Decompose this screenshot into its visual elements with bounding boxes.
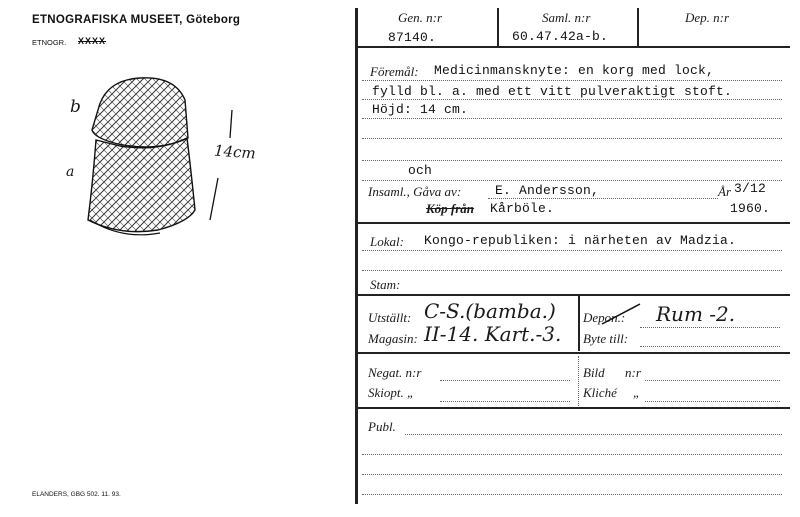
skiopt-label: Skiopt. „: [368, 385, 415, 400]
kop-struck: Köp från: [426, 201, 475, 216]
ruled-line: [440, 401, 570, 402]
lokal-label: Lokal:: [370, 234, 404, 249]
ruled-line: [362, 160, 782, 161]
printer-imprint: ELANDERS, GBG 502. 11. 93.: [32, 491, 121, 498]
foremal-label: Föremål:: [370, 64, 419, 79]
och-text: och: [408, 163, 433, 178]
utstallt-label: Utställt:: [368, 310, 412, 325]
saml-value: 60.47.42a-b.: [512, 29, 609, 44]
ruled-line: [362, 250, 782, 251]
utstallt-divider: [578, 295, 580, 351]
year-value: 1960.: [730, 201, 771, 216]
magasin-label: Magasin:: [368, 331, 418, 346]
ruled-line: [645, 401, 780, 402]
sketch-label-a: a: [66, 164, 75, 180]
saml-label: Saml. n:r: [542, 10, 591, 25]
ruled-line: [440, 380, 570, 381]
ruled-line: [362, 138, 782, 139]
card-left-border: [355, 8, 358, 504]
gen-label: Gen. n:r: [398, 10, 443, 25]
rule-after-magasin: [357, 352, 790, 354]
deponerat-strike: [600, 302, 644, 326]
kliche-label: Kliché: [583, 385, 617, 400]
negat-divider: [578, 356, 579, 406]
place-value: Kårböle.: [490, 201, 555, 216]
magasin-value: II-14. Kart.-3.: [424, 322, 562, 346]
ruled-line: [362, 80, 782, 81]
ruled-line: [362, 270, 782, 271]
rule-after-stam: [357, 294, 790, 296]
foremal-line-1: Medicinmansknyte: en korg med lock,: [434, 63, 715, 78]
etnogr-label: ETNOGR.: [32, 38, 67, 47]
publ-label: Publ.: [368, 419, 396, 434]
ruled-line: [362, 118, 782, 119]
ruled-line: [640, 346, 780, 347]
sketch-measure: 14cm: [213, 141, 257, 163]
ruled-line: [362, 474, 782, 475]
museum-header: ETNOGRAFISKA MUSEET, Göteborg: [32, 14, 241, 26]
dep-label: Dep. n:r: [685, 10, 730, 25]
sketch-label-b: b: [70, 97, 81, 117]
ruled-line: [405, 434, 782, 435]
byte-label: Byte till:: [583, 331, 629, 346]
rule-after-negat: [357, 407, 790, 409]
header-rule: [357, 46, 790, 48]
foremal-line-2: fylld bl. a. med ett vitt pulveraktigt stoft.: [372, 84, 733, 99]
header-divider-2: [637, 8, 639, 46]
ruled-line: [362, 180, 782, 181]
insaml-label: Insaml., Gåva av:: [368, 184, 462, 199]
ruled-line: [362, 99, 782, 100]
kliche-ditto: „: [633, 385, 641, 400]
struck-code: XXXX: [78, 36, 107, 46]
ar-label: År: [718, 184, 731, 199]
stam-label: Stam:: [370, 277, 401, 292]
ruled-line: [488, 198, 718, 199]
bild-nr-label: n:r: [625, 365, 641, 380]
utstallt-value: C-S.(bamba.): [424, 299, 556, 323]
gen-value: 87140.: [388, 30, 437, 45]
rule-after-insaml: [357, 222, 790, 224]
bild-label: Bild: [583, 365, 605, 380]
ruled-line: [362, 454, 782, 455]
ruled-line: [640, 327, 780, 328]
deponerat-label: Depon.:: [583, 310, 626, 325]
foremal-line-3: Höjd: 14 cm.: [372, 102, 469, 117]
insaml-value: E. Andersson,: [495, 183, 600, 198]
ruled-line: [362, 494, 782, 495]
ruled-line: [645, 380, 780, 381]
deponerat-value: Rum -2.: [656, 302, 736, 326]
ar-value: 3/12: [734, 181, 767, 196]
lokal-value: Kongo-republiken: i närheten av Madzia.: [424, 233, 737, 248]
header-divider-1: [497, 8, 499, 46]
negat-label: Negat. n:r: [368, 365, 422, 380]
